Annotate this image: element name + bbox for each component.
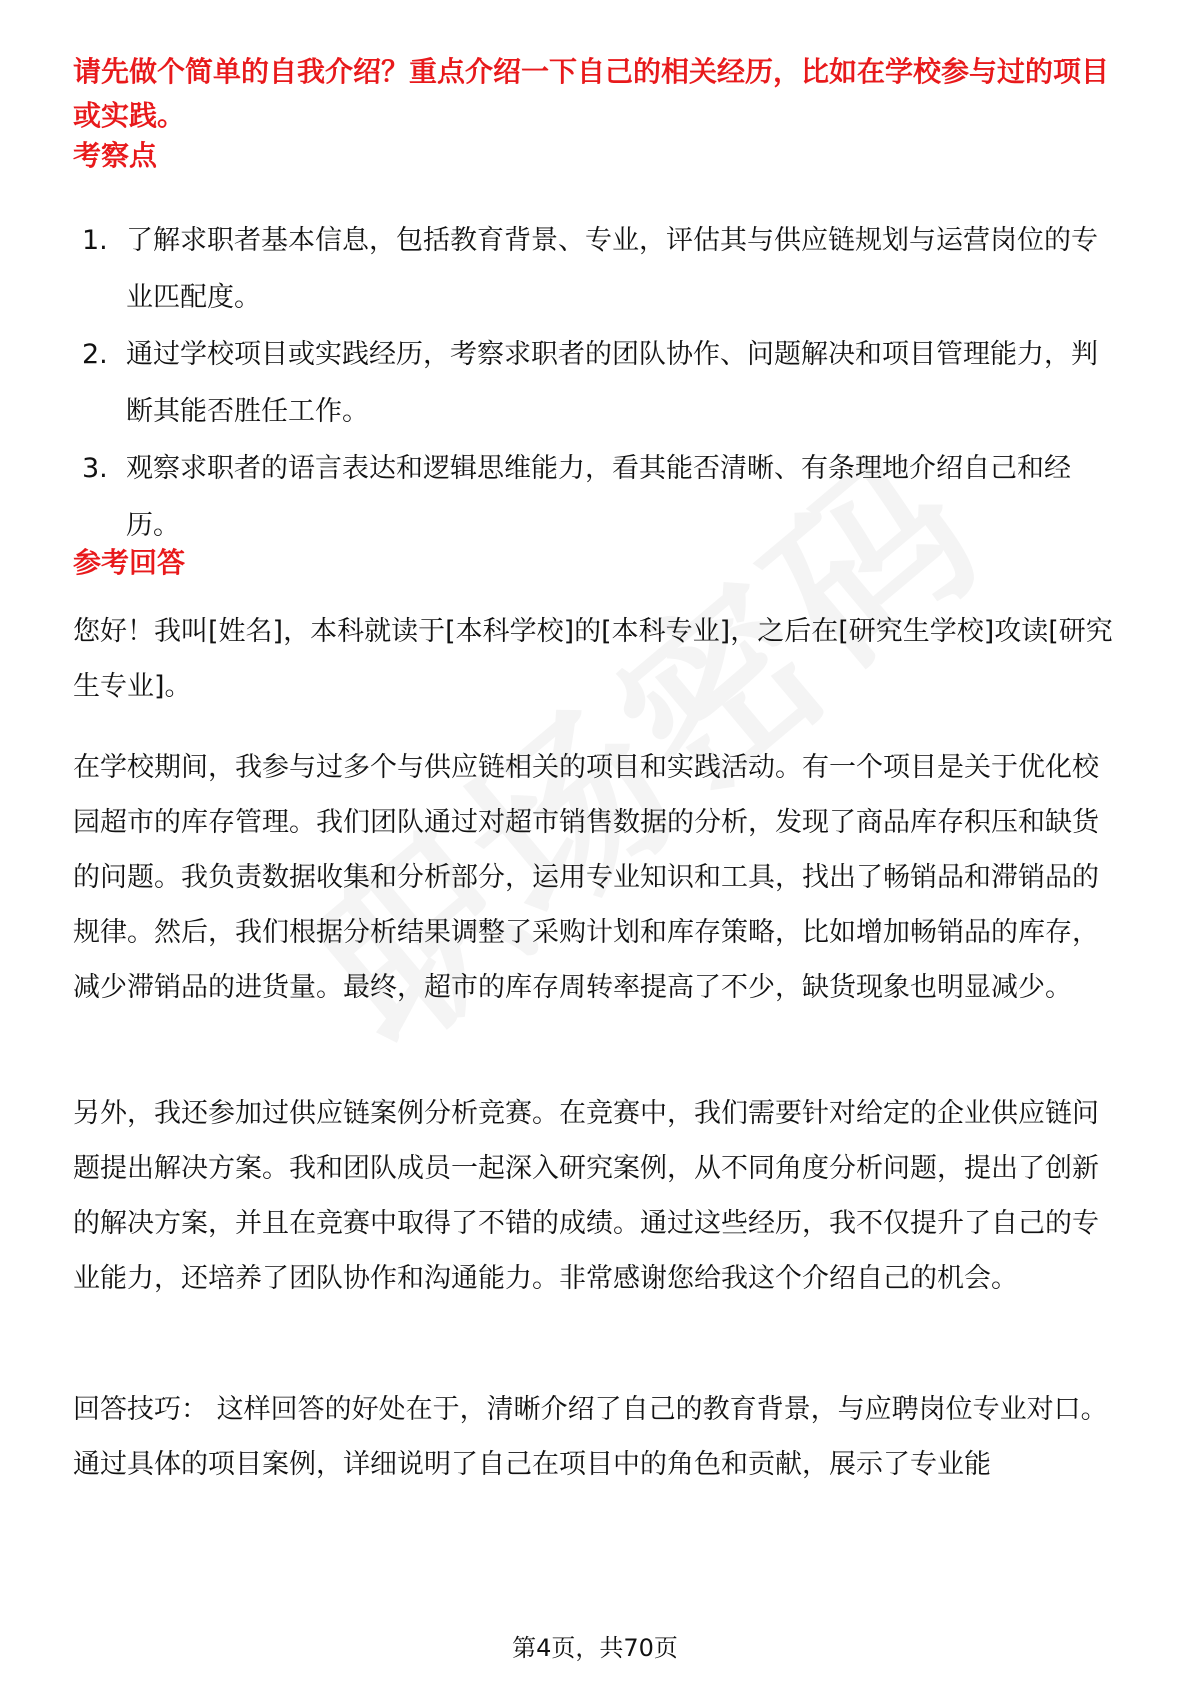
list-item (82, 440, 1122, 554)
answer-paragraph: 您好！我叫[姓名]，本科就读于[本科学校]的[本科专业]，之后在[研究生学校]攻读[研究生专业]。 (73, 616, 1113, 702)
list-item-text: 了解求职者基本信息，包括教育背景、专业，评估其与供应链规划与运营岗位的专业匹配度。 (126, 225, 1098, 313)
question-heading: 请先做个简单的自我介绍？重点介绍一下自己的相关经历，比如在学校参与过的项目或实践。 (73, 55, 1110, 132)
list-number: 2. (82, 339, 108, 370)
list-item-text: 通过学校项目或实践经历，考察求职者的团队协作、问题解决和项目管理能力，判断其能否胜任工作。 (126, 339, 1098, 427)
answer-paragraph: 在学校期间，我参与过多个与供应链相关的项目和实践活动。有一个项目是关于优化校园超市的库存管理。我们团队通过对超市销售数据的分析，发现了商品库存积压和缺货的问题。我负责数据收集和分析部分，运用专业知识和工具，找出了畅销品和滞销品的规律。然后，我们根据分析结果调整了采购计划和库存策略，比如增加畅销品的库存，减少滞销品的进货量。最终，超市的库存周转率提高了不少，缺货现象也明显减少。 (73, 752, 1099, 1003)
answer-heading: 参考回答 (73, 546, 186, 579)
list-item (82, 326, 1122, 440)
page-number-footer: 第4页，共70页 (512, 1634, 678, 1662)
list-item-text: 观察求职者的语言表达和逻辑思维能力，看其能否清晰、有条理地介绍自己和经历。 (126, 453, 1071, 541)
list-number: 3. (82, 453, 108, 484)
list-number: 1. (82, 225, 108, 256)
list-item (82, 212, 1122, 326)
points-heading: 考察点 (73, 139, 158, 172)
answer-paragraph: 另外，我还参加过供应链案例分析竞赛。在竞赛中，我们需要针对给定的企业供应链问题提出解决方案。我和团队成员一起深入研究案例，从不同角度分析问题，提出了创新的解决方案，并且在竞赛中取得了不错的成绩。通过这些经历，我不仅提升了自己的专业能力，还培养了团队协作和沟通能力。非常感谢您给我这个介绍自己的机会。 (73, 1098, 1099, 1294)
answer-tips-paragraph: 回答技巧： 这样回答的好处在于，清晰介绍了自己的教育背景，与应聘岗位专业对口。通过具体的项目案例，详细说明了自己在项目中的角色和贡献，展示了专业能 (73, 1394, 1108, 1480)
points-list (82, 212, 1122, 554)
